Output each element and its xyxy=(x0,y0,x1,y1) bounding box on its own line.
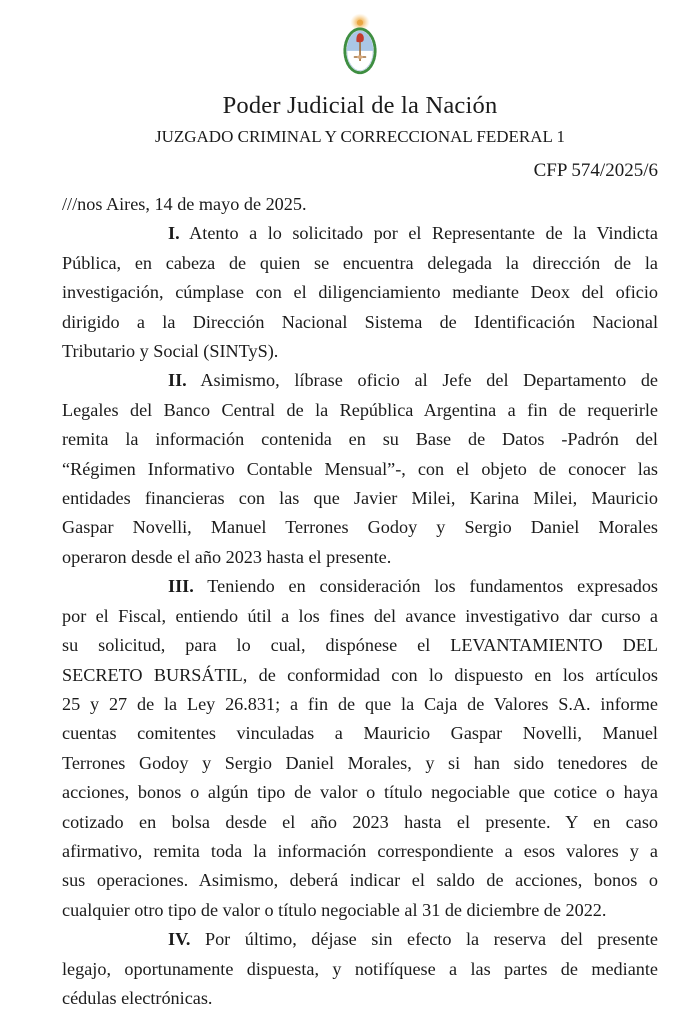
case-number: CFP 574/2025/6 xyxy=(533,160,658,181)
paragraph-number: III. xyxy=(168,576,194,597)
document-line: por el Fiscal, entiendo útil a los fines del avance investigativo dar curso a xyxy=(62,605,658,626)
paragraph-number: IV. xyxy=(168,929,191,950)
document-line: “Régimen Informativo Contable Mensual”-, con el objeto de conocer las xyxy=(62,458,658,479)
document-line: II. Asimismo, líbrase oficio al Jefe del Departamento de xyxy=(168,370,658,391)
document-line: cualquier otro tipo de valor o título negociable al 31 de diciembre de 2022. xyxy=(62,899,607,920)
emblem-container xyxy=(62,0,658,77)
document-line: 25 y 27 de la Ley 26.831; a fin de que la Caja de Valores S.A. informe xyxy=(62,693,658,714)
document-line: I. Atento a lo solicitado por el Representante de la Vindicta xyxy=(168,223,658,244)
document-line: III. Teniendo en consideración los fundamentos expresados xyxy=(168,576,658,597)
paragraph-number: I. xyxy=(168,223,180,244)
document-line: legajo, oportunamente dispuesta, y notifíquese a las partes de mediante xyxy=(62,958,658,979)
document-line: sus operaciones. Asimismo, deberá indicar el saldo de acciones, bonos o xyxy=(62,870,658,891)
document-content xyxy=(62,0,658,1013)
document-line: IV. Por último, déjase sin efecto la reserva del presente xyxy=(168,929,658,950)
document-line: cuentas comitentes vinculadas a Mauricio Gaspar Novelli, Manuel xyxy=(62,723,658,744)
paragraph-number: II. xyxy=(168,370,187,391)
document-line: cédulas electrónicas. xyxy=(62,987,213,1008)
document-line: afirmativo, remita toda la información correspondiente a esos valores y a xyxy=(62,840,658,861)
document-line: Terrones Godoy y Sergio Daniel Morales, y si han sido tenedores de xyxy=(62,752,658,773)
document-line: SECRETO BURSÁTIL, de conformidad con lo dispuesto en los artículos xyxy=(62,664,658,685)
document-line: acciones, bonos o algún tipo de valor o título negociable que cotice o haya xyxy=(62,782,658,803)
document-line: entidades financieras con las que Javier Milei, Karina Milei, Mauricio xyxy=(62,488,658,509)
document-line: Pública, en cabeza de quien se encuentra delegada la dirección de la xyxy=(62,252,658,273)
document-line: remita la información contenida en su Base de Datos -Padrón del xyxy=(62,429,658,450)
document-line: dirigido a la Dirección Nacional Sistema de Identificación Nacional xyxy=(62,311,658,332)
page-title: Poder Judicial de la Nación xyxy=(222,92,498,119)
document-line: Tributario y Social (SINTyS). xyxy=(62,341,279,362)
court-name: JUZGADO CRIMINAL Y CORRECCIONAL FEDERAL 1 xyxy=(154,127,566,146)
dateline: ///nos Aires, 14 de mayo de 2025. xyxy=(62,194,307,214)
paragraphs xyxy=(62,219,658,1013)
document-body xyxy=(62,190,658,1013)
argentina-coat-of-arms-icon xyxy=(338,13,382,77)
document-line: su solicitud, para lo cual, dispónese el LEVANTAMIENTO DEL xyxy=(62,635,658,656)
document-line: Legales del Banco Central de la República Argentina a fin de requerirle xyxy=(62,399,658,420)
document-line: investigación, cúmplase con el diligenciamiento mediante Deox del oficio xyxy=(62,282,658,303)
document-line: Gaspar Novelli, Manuel Terrones Godoy y Sergio Daniel Morales xyxy=(62,517,658,538)
document-line: operaron desde el año 2023 hasta el presente. xyxy=(62,546,392,567)
document-line: cotizado en bolsa desde el año 2023 hasta el presente. Y en caso xyxy=(62,811,658,832)
